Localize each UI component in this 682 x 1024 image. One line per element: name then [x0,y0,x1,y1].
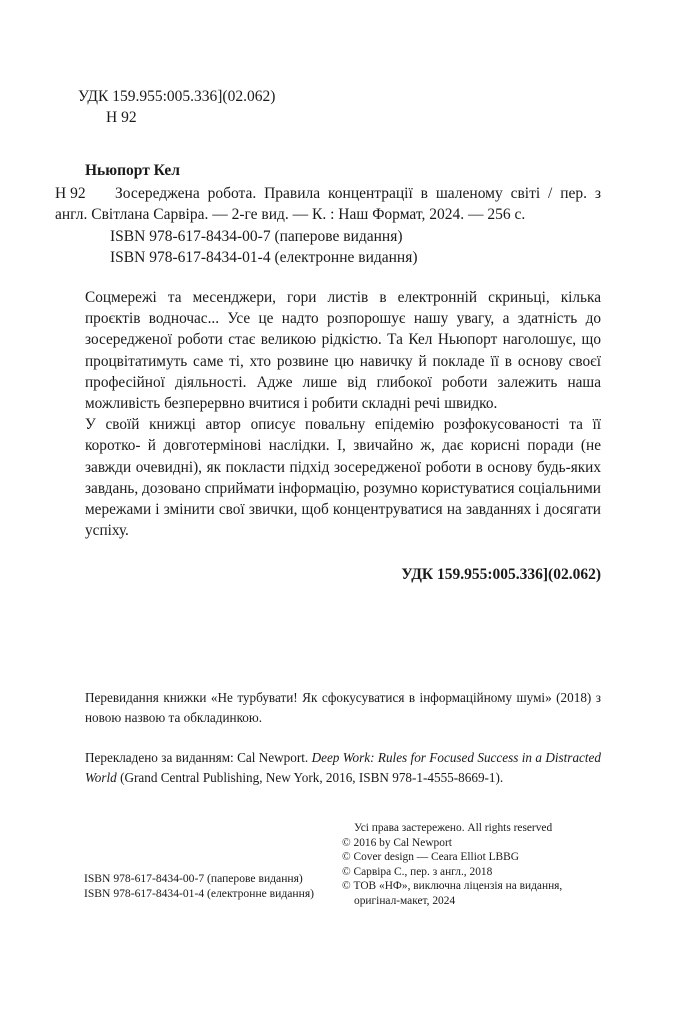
copyright-line-text: 2016 by Cal Newport [353,836,452,849]
reissue-note: Перевидання книжки «Не турбувати! Як сфокусуватися в інформаційному шумі» (2018) з новою назвою та обкладинкою. [85,690,601,725]
copyright-symbol: © [342,836,351,849]
rights-reserved-heading: Усі права застережено. All rights reserved [354,822,553,834]
copyright-line [342,836,602,851]
copyright-symbol: © [342,851,351,864]
author-name: Ньюпорт Кел [85,162,180,179]
copyright-line-text: Сарвіра С., пер. з англ., 2018 [353,865,493,878]
copyright-line-text: Cover design — Ceara Elliot LBBG [353,851,519,864]
source-note-prefix: Перекладено за виданням: Cal Newport. [85,750,312,765]
annotation-paragraph-2: У своїй книжці автор описує повальну епідемію розфокусованості та її коротко- й довготермінові наслідки. І, звичайно ж, дає корисні поради (не завжди очевидні), як покласти підхід зосередженої роботи в основу будь-яких завдань, дозовано сприймати інформацію, розумно користуватися соціальними мережами і змінити свої звички, щоб концентруватися на завданнях і досягати успіху. [85,416,601,540]
copyright-symbol: © [342,865,351,878]
udk-code: УДК 159.955:005.336](02.062) [78,88,276,105]
copyright-line [342,865,602,880]
annotation-block [85,287,601,541]
source-edition-note [85,748,601,787]
library-cipher: Н 92 [106,109,137,126]
udk-block [78,86,275,128]
copyright-line [342,879,602,894]
copyright-line-text: ТОВ «НФ», виключна ліцензія на видання, [353,880,563,893]
isbn-footer-block [84,871,314,901]
biblio-cipher-marker: Н 92 [55,184,86,202]
copyright-line [342,850,602,865]
isbn-footer-print: ISBN 978-617-8434-00-7 (паперове видання) [84,872,303,885]
biblio-isbn-electronic: ISBN 978-617-8434-01-4 (електронне видання) [110,249,418,266]
copyright-symbol: © [342,880,351,893]
isbn-footer-electronic: ISBN 978-617-8434-01-4 (електронне видання) [84,887,315,900]
biblio-description: Зосереджена робота. Правила концентрації в шаленому світі / пер. з англ. Світлана Сарвіра. — 2-ге вид. — К. : Наш Формат, 2024. — 256 с. [55,184,601,223]
copyright-block [342,821,602,909]
copyright-line-continuation: оригінал-макет, 2024 [354,894,456,907]
bibliographic-record [55,160,601,269]
annotation-paragraph-1: Соцмережі та месенджери, гори листів в електронній скриньці, кілька проєктів водночас... Усе це надто розпорошує нашу увагу, а здатність до зосередженої роботи стає великою рідкістю. Та Кел Ньюпорт наголошує, що процвітатимуть саме ті, хто розвине цю навичку й покладе її в основу своєї професійної діяльності. Адже лише від глибокої роботи залежить наша можливість безперервно вчитися і робити складні речі швидко. [85,289,601,413]
udk-code-repeat: УДК 159.955:005.336](02.062) [401,566,601,583]
source-note-title: Deep Work: Rules for Focused Success in a Distracted World [85,750,601,785]
source-note-suffix: (Grand Central Publishing, New York, 2016, ISBN 978-1-4555-8669-1). [116,769,504,785]
biblio-description-row [55,183,601,226]
biblio-isbn-print: ISBN 978-617-8434-00-7 (паперове видання) [110,227,403,245]
